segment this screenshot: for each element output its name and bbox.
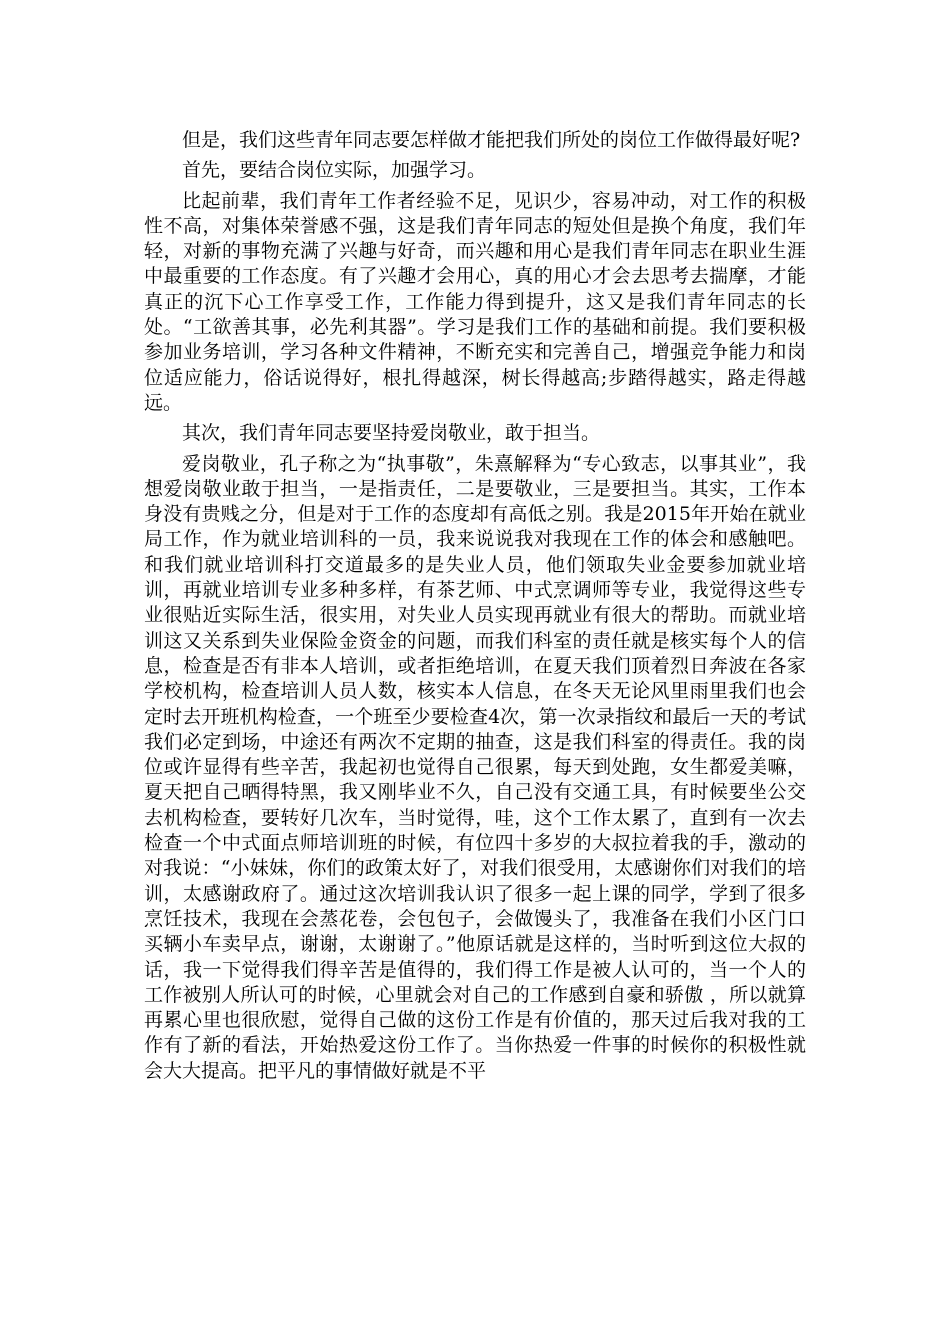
paragraph-second-point: 其次，我们青年同志要坚持爱岗敬业，敢于担当。: [182, 422, 601, 445]
paragraph-question: 但是，我们这些青年同志要怎样做才能把我们所处的岗位工作做得最好呢?: [182, 129, 801, 151]
paragraph-first-point: 首先，要结合岗位实际，加强学习。: [182, 159, 487, 182]
paragraph-dedication: 爱岗敬业，孔子称之为“执事敬”，朱熹解释为“专心致志，以事其业”，我想爱岗敬业敢于担当，一是指责任，二是要敬业，三是要担当。其实，工作本身没有贵贱之分，但是对于工作的态度却有高低之别。我是2015年开始在就业局工作，作为就业培训科的一员，我来说说我对我现在工作的体会和感触吧。和我们就业培训科打交道最多的是失业人员，他们领取失业金要参加就业培训，再就业培训专业多种多样，有茶艺师、中式烹调师等专业，我觉得这些专业很贴近实际生活，很实用，对失业人员实现再就业有很大的帮助。而就业培训这又关系到失业保险金资金的问题，而我们科室的责任就是核实每个人的信息，检查是否有非本人培训，或者拒绝培训，在夏天我们顶着烈日奔波在各家学校机构，检查培训人员人数，核实本人信息，在冬天无论风里雨里我们也会定时去开班机构检查，一个班至少要检查4次，第一次录指纹和最后一天的考试我们必定到场，中途还有两次不定期的抽查，这是我们科室的得责任。我的岗位或许显得有些辛苦，我起初也觉得自己很累，每天到处跑，女生都爱美嘛，夏天把自己晒得特黑，我又刚毕业不久，自己没有交通工具，有时候要坐公交去机构检查，要转好几次车，当时觉得，哇，这个工作太累了，直到有一次去检查一个中式面点师培训班的时候，有位四十多岁的大叔拉着我的手，激动的对我说：“小妹妹，你们的政策太好了，对我们很受用，太感谢你们对我们的培训，太感谢政府了。通过这次培训我认识了很多一起上课的同学，学到了很多烹饪技术，我现在会蒸花卷，会包包子，会做馒头了，我准备在我们小区门口买辆小车卖早点，谢谢，太谢谢了。”他原话就是这样的，当时听到这位大叔的话，我一下觉得我们得辛苦是值得的，我们得工作是被人认可的，当一个人的工作被别人所认可的时候，心里就会对自己的工作感到自豪和骄傲 ，所以就算再累心里也很欣慰，觉得自己做的这份工作是有价值的，那天过后我对我的工作有了新的看法，开始热爱这份工作了。当你热爱一件事的时候你的积极性就会大大提高。把平凡的事情做好就是不平: [144, 452, 806, 1082]
document-body: [144, 128, 806, 1089]
paragraph-learning: 比起前辈，我们青年工作者经验不足，见识少，容易冲动，对工作的积极性不高，对集体荣誉感不强，这是我们青年同志的短处但是换个角度，我们年轻，对新的事物充满了兴趣与好奇，而兴趣和用心是我们青年同志在职业生涯中最重要的工作态度。有了兴趣才会用心，真的用心才会去思考去揣摩，才能真正的沉下心工作享受工作，工作能力得到提升，这又是我们青年同志的长处。“工欲善其事，必先利其器”。学习是我们工作的基础和前提。我们要积极参加业务培训，学习各种文件精神，不断充实和完善自己，增强竞争能力和岗位适应能力，俗话说得好，根扎得越深，树长得越高;步踏得越实，路走得越远。: [144, 189, 806, 414]
